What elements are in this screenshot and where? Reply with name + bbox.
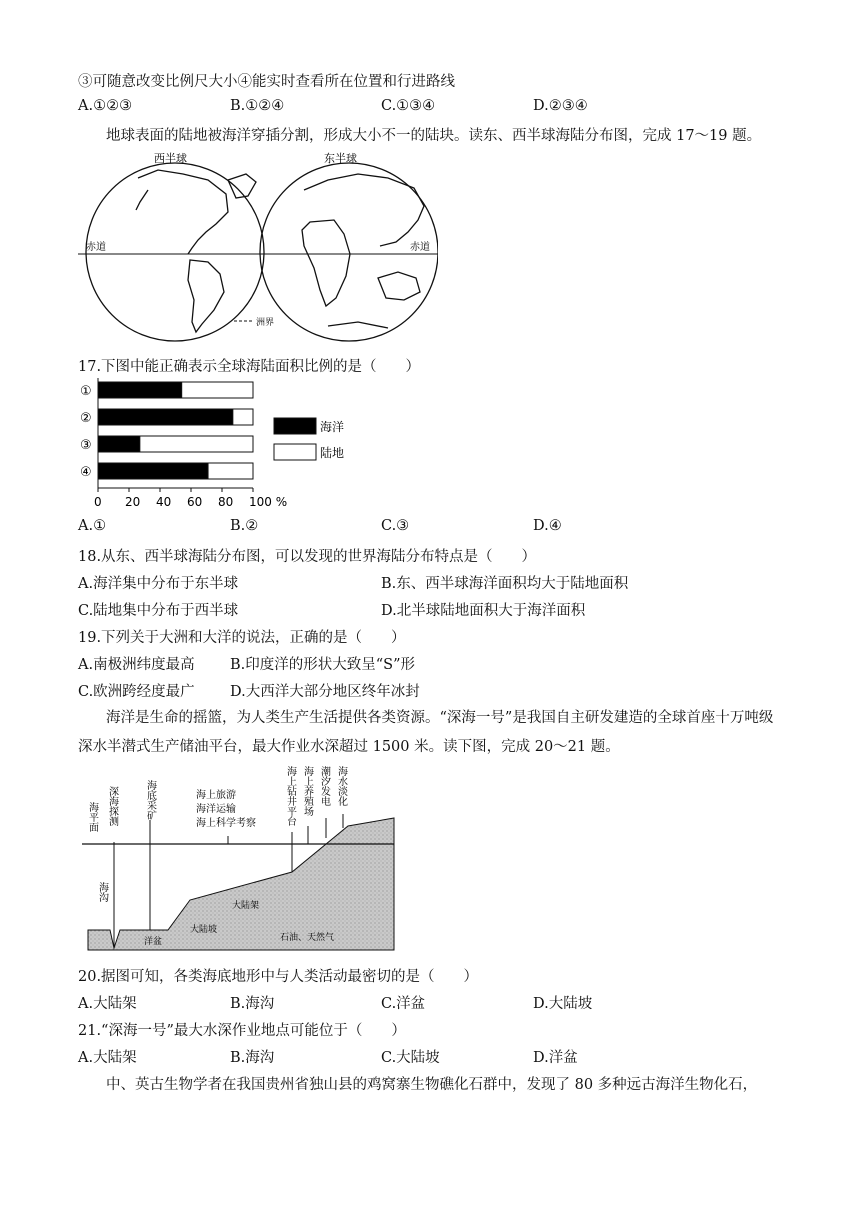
- bar-ocean-segment: [98, 409, 233, 425]
- east-hemisphere-label: 东半球: [324, 152, 357, 165]
- ocean-basin-label: 洋盆: [144, 937, 163, 947]
- desalination-label: 海水淡化: [335, 766, 347, 806]
- trench-label: 海沟: [96, 882, 108, 902]
- seabed-terrain: [88, 818, 394, 950]
- legend-land-label: 陆地: [320, 446, 345, 460]
- drilling-platform-label: 海上钻井平台: [284, 766, 296, 826]
- q18-option-a: A.海洋集中分布于东半球: [78, 576, 239, 592]
- q20-option-d: D.大陆坡: [533, 996, 593, 1012]
- q16-option-c: C.①③④: [381, 98, 436, 114]
- x-tick-label: 100 %: [249, 495, 288, 509]
- x-tick-label: 20: [125, 495, 141, 509]
- legend-ocean-label: 海洋: [320, 420, 345, 434]
- bar-ocean-segment: [98, 382, 182, 398]
- activity-transport: 海洋运输: [196, 804, 236, 815]
- west-hemisphere-label: 西半球: [154, 152, 187, 165]
- bar-row-label: ③: [80, 438, 92, 453]
- ocean-floor-profile: [78, 762, 398, 954]
- q20-option-c: C.洋盆: [381, 996, 426, 1012]
- q18-stem: 18.从东、西半球海陆分布图，可以发现的世界海陆分布特点是（ ）: [78, 549, 537, 565]
- q16-option-d: D.②③④: [533, 98, 588, 114]
- south-america-outline: [188, 260, 224, 332]
- q18-option-d: D.北半球陆地面积大于海洋面积: [381, 603, 586, 619]
- q21-option-b: B.海沟: [230, 1050, 275, 1066]
- intro-next: 中、英古生物学者在我国贵州省独山县的鸡窝寨生物礁化石群中，发现了 80 多种远古海洋生物化石，: [106, 1077, 758, 1093]
- x-tick-label: 60: [187, 495, 203, 509]
- ocean-land-bar-chart: [78, 378, 358, 513]
- q17-option-a: A.①: [78, 518, 107, 534]
- activity-tourism: 海上旅游: [196, 790, 236, 801]
- north-america-outline: [138, 170, 228, 254]
- q21-stem: 21.“深海一号”最大水深作业地点可能位于（ ）: [78, 1023, 406, 1039]
- q17-option-c: C.③: [381, 518, 410, 534]
- q19-option-b: B.印度洋的形状大致呈“S”形: [230, 657, 416, 673]
- western-hemisphere-outline: [86, 163, 264, 341]
- x-tick-label: 0: [94, 495, 102, 509]
- africa-outline: [302, 220, 350, 306]
- q17-stem: 17.下图中能正确表示全球海陆面积比例的是（ ）: [78, 359, 421, 375]
- intro-17-19: 地球表面的陆地被海洋穿插分割，形成大小不一的陆块。读东、西半球海陆分布图，完成 17～19 题。: [106, 128, 762, 144]
- equator-label-left: 赤道: [86, 242, 106, 253]
- bar-row-label: ②: [80, 411, 92, 426]
- q17-option-d: D.④: [533, 518, 562, 534]
- q19-stem: 19.下列关于大洲和大洋的说法，正确的是（ ）: [78, 630, 406, 646]
- bar-ocean-segment: [98, 463, 208, 479]
- q21-option-a: A.大陆架: [78, 1050, 137, 1066]
- continental-shelf-label: 大陆架: [232, 901, 260, 911]
- q16-statement: ③可随意改变比例尺大小④能实时查看所在位置和行进路线: [78, 74, 455, 90]
- q18-option-b: B.东、西半球海洋面积均大于陆地面积: [381, 576, 629, 592]
- q16-option-a: A.①②③: [78, 98, 133, 114]
- bar-row-label: ④: [80, 465, 92, 480]
- tidal-power-label: 潮汐发电: [318, 766, 330, 806]
- seabed-mining-label: 海底采矿: [144, 780, 156, 820]
- x-tick-label: 40: [156, 495, 172, 509]
- deep-sea-exploration-label: 深海探测: [106, 786, 118, 826]
- intro-20-21: 海洋是生命的摇篮，为人类生产生活提供各类资源。“深海一号”是我国自主研发建造的全球首座十万吨级深水半潜式生产储油平台，最大作业水深超过 1500 米。读下图，完成 20～21 题。: [78, 710, 774, 755]
- legend-land-swatch: [274, 444, 316, 460]
- x-tick-label: 80: [218, 495, 234, 509]
- equator-label-right: 赤道: [410, 242, 430, 253]
- q18-option-c: C.陆地集中分布于西半球: [78, 603, 239, 619]
- q19-option-d: D.大西洋大部分地区终年冰封: [230, 684, 420, 700]
- oil-gas-label: 石油、天然气: [280, 933, 335, 943]
- q17-option-b: B.②: [230, 518, 259, 534]
- q21-option-d: D.洋盆: [533, 1050, 578, 1066]
- q16-option-b: B.①②④: [230, 98, 285, 114]
- q20-option-b: B.海沟: [230, 996, 275, 1012]
- hemisphere-map: [78, 150, 438, 350]
- q20-stem: 20.据图可知，各类海底地形中与人类活动最密切的是（ ）: [78, 969, 479, 985]
- bar-ocean-segment: [98, 436, 140, 452]
- activity-science: 海上科学考察: [196, 818, 256, 829]
- boundary-legend-label: 洲界: [256, 318, 275, 328]
- antarctica-outline: [328, 322, 388, 328]
- continental-slope-label: 大陆坡: [190, 925, 218, 935]
- australia-outline: [378, 272, 420, 300]
- sea-level-label: 海平面: [86, 802, 98, 832]
- bar-row-label: ①: [80, 384, 92, 399]
- eurasia-outline: [304, 174, 424, 246]
- q19-option-a: A.南极洲纬度最高: [78, 657, 195, 673]
- q21-option-c: C.大陆坡: [381, 1050, 440, 1066]
- mariculture-label: 海上养殖场: [301, 766, 313, 816]
- q20-option-a: A.大陆架: [78, 996, 137, 1012]
- q19-option-c: C.欧洲跨经度最广: [78, 684, 195, 700]
- legend-ocean-swatch: [274, 418, 316, 434]
